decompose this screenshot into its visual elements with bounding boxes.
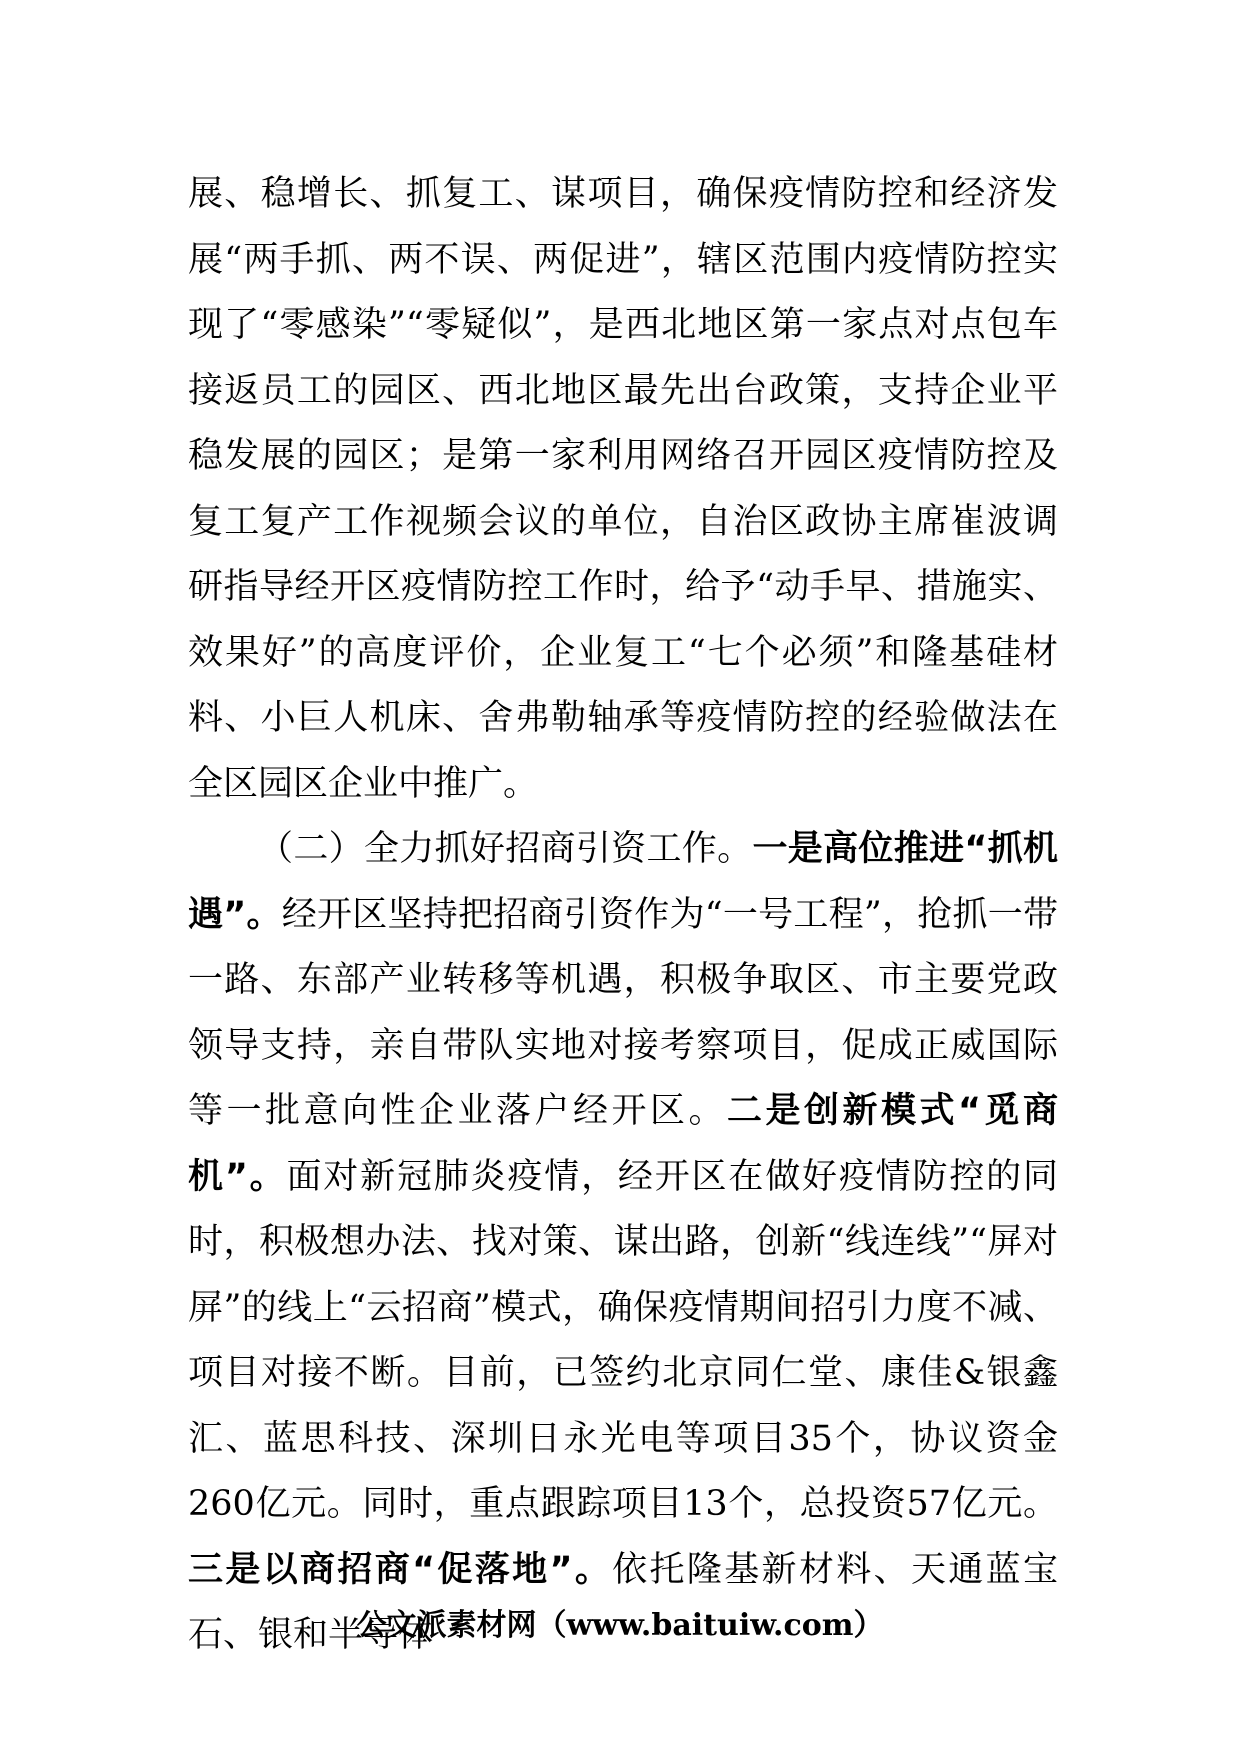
paragraph-text: 展、稳增长、抓复工、谋项目，确保疫情防控和经济发展“两手抓、两不误、两促进”，辖区范围内疫情防控实现了“零感染”“零疑似”，是西北地区第一家点对点包车接返员工的园区、西北地区最先出台政策，支持企业平稳发展的园区；是第一家利用网络召开园区疫情防控及复工复产工作视频会议的单位，自治区政协主席崔波调研指导经开区疫情防控工作时，给予“动手早、措施实、效果好”的高度评价，企业复工“七个必须”和隆基硅材料、小巨人机床、舍弗勒轴承等疫情防控的经验做法在全区园区企业中推广。 [188,174,1058,804]
point-three-title: 三是以商招商“促落地”。 [188,1549,613,1590]
point-one-title: 一是高位推进“抓机遇”。 [188,829,1058,935]
paragraph-investment [188,817,1058,1669]
footer-watermark: 公文派素材网（www.baituiw.com） [356,1608,884,1643]
point-two-title: 二是创新模式“觅商机”。 [188,1091,1058,1197]
point-one-text: 经开区坚持把招商引资作为“一号工程”，抢抓一带一路、东部产业转移等机遇，积极争取区、市主要党政领导支持，亲自带队实地对接考察项目，促成正威国际等一批意向性企业落户经开区。 [188,894,1058,1131]
section-heading: （二）全力抓好招商引资工作。 [258,829,753,869]
point-two-text: 面对新冠肺炎疫情，经开区在做好疫情防控的同时，积极想办法、找对策、谋出路，创新“线连线”“屏对屏”的线上“云招商”模式，确保疫情期间招引力度不减、项目对接不断。目前，已签约北京同仁堂、康佳&银鑫汇、蓝思科技、深圳日永光电等项目35个，协议资金260亿元。同时，重点跟踪项目13个，总投资57亿元。 [188,1156,1058,1524]
point-three-text: 依托隆基新材料、天通蓝宝石、银和半导体 [188,1549,1058,1655]
paragraph-epidemic-control [188,162,1058,817]
body-text [188,162,1058,1669]
